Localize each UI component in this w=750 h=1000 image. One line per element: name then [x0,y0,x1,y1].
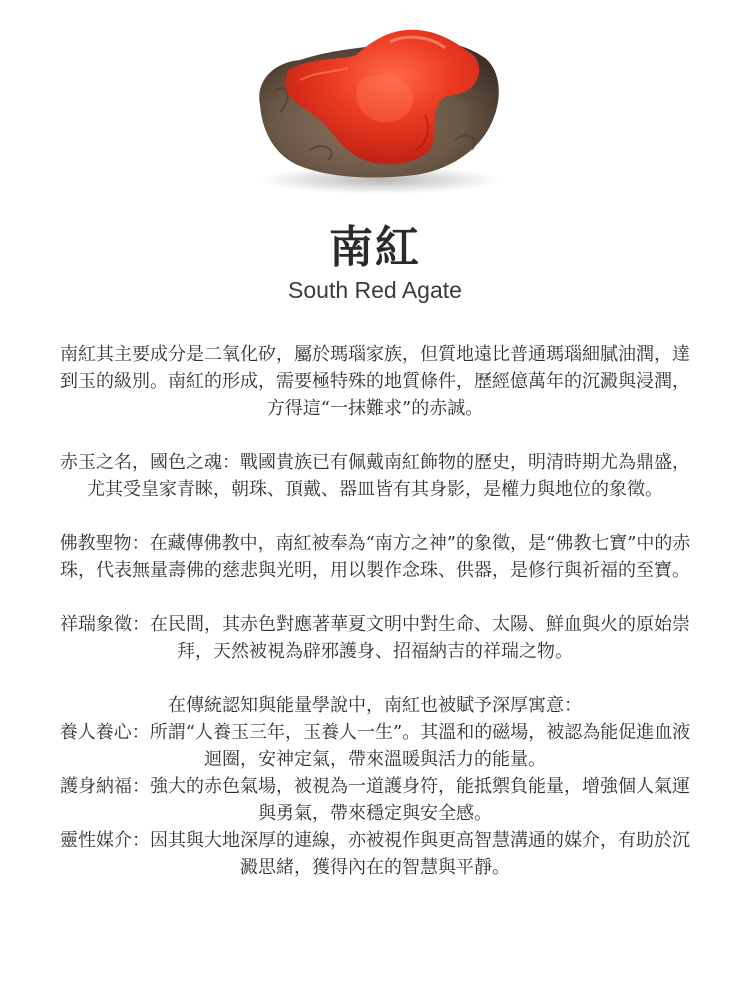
paragraph-intro: 南紅其主要成分是二氧化矽，屬於瑪瑙家族，但質地遠比普通瑪瑙細膩油潤，達到玉的級別。南紅的形成，需要極特殊的地質條件，歷經億萬年的沉澱與浸潤，方得這“一抹難求”的赤誠。 [60,344,690,419]
paragraph-history: 赤玉之名，國色之魂：戰國貴族已有佩戴南紅飾物的歷史，明清時期尤為鼎盛，尤其受皇家青睞，朝珠、頂戴、器皿皆有其身影，是權力與地位的象徵。 [60,452,690,500]
paragraph-auspicious: 祥瑞象徵：在民間，其赤色對應著華夏文明中對生命、太陽、鮮血與火的原始崇拜，天然被視為辟邪護身、招福納吉的祥瑞之物。 [60,614,690,662]
page-subtitle: South Red Agate [288,277,462,303]
paragraph-buddhism: 佛教聖物：在藏傳佛教中，南紅被奉為“南方之神”的象徵，是“佛教七寶”中的赤珠，代表無量壽佛的慈悲與光明，用以製作念珠、供器，是修行與祈福的至寶。 [59,533,691,581]
energy-item-nourish: 養人養心：所謂“人養玉三年，玉養人一生”。其溫和的磁場，被認為能促進血液迴圈，安神定氣，帶來溫暖與活力的能量。 [59,722,691,770]
energy-intro: 在傳統認知與能量學說中，南紅也被賦予深厚寓意： [168,695,582,716]
article-body [58,341,692,881]
south-red-agate-image [240,20,510,195]
energy-item-spiritual: 靈性媒介：因其與大地深厚的連線，亦被視作與更高智慧溝通的媒介，有助於沉澱思緒，獲得內在的智慧與平靜。 [60,830,690,878]
page-title: 南紅 [329,222,421,273]
energy-item-protect: 護身納福：強大的赤色氣場，被視為一道護身符，能抵禦負能量，增強個人氣運與勇氣，帶來穩定與安全感。 [60,776,690,824]
